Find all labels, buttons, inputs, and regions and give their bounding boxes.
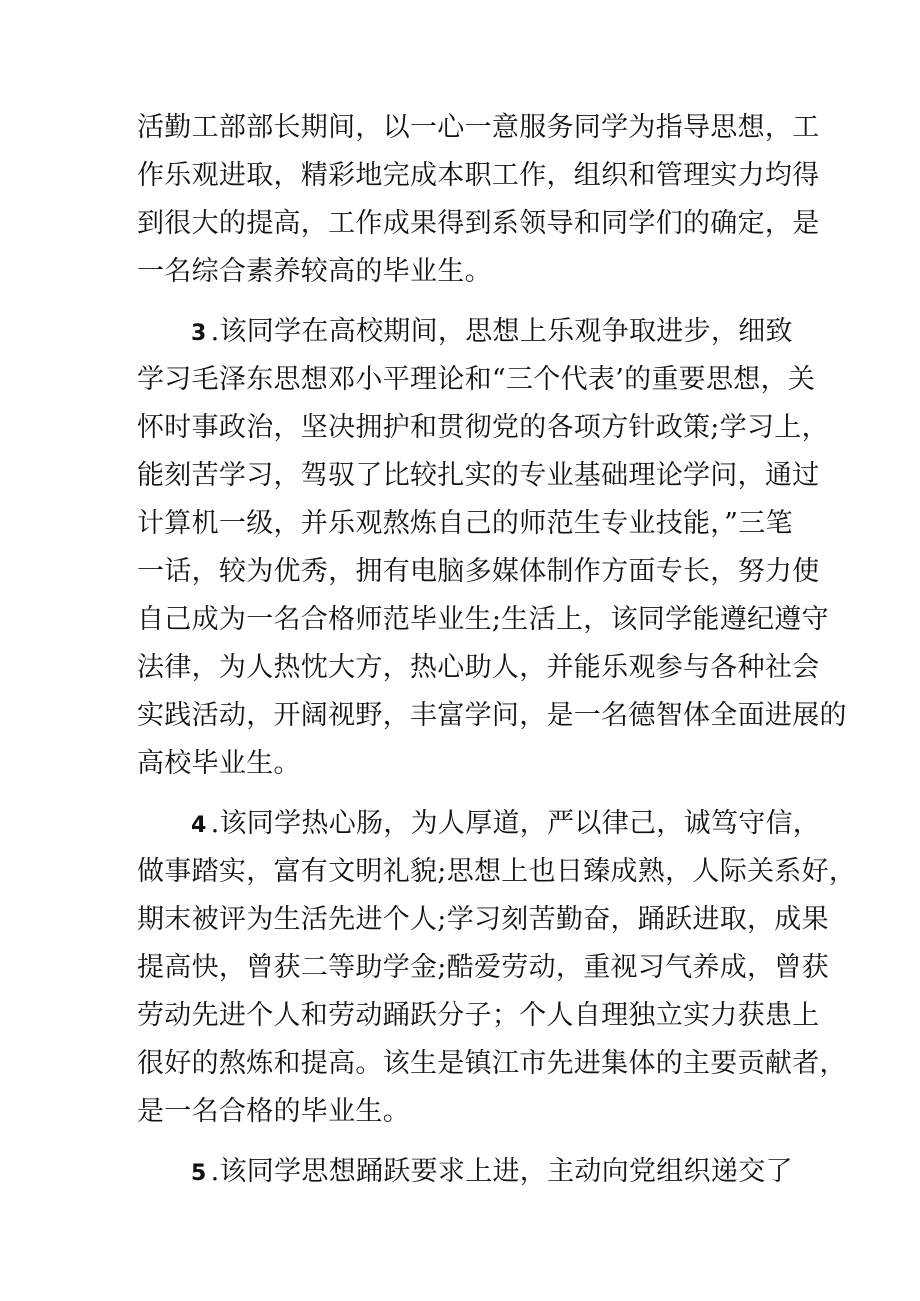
text-line: 很好的熬炼和提高。该生是镇江市先进集体的主要贡献者， — [137, 1048, 847, 1079]
text-line: 一名综合素养较高的毕业生。 — [137, 256, 492, 287]
text-line: 一话，较为优秀，拥有电脑多媒体制作方面专长，努力使 — [137, 556, 820, 587]
paragraph-2-tail — [137, 104, 820, 296]
text-line: 做事踏实，富有文明礼貌;思想上也日臻成熟，人际关系好， — [137, 856, 857, 887]
paragraph-5 — [137, 1148, 797, 1196]
text-line: 是一名合格的毕业生。 — [137, 1096, 410, 1127]
text-line: 劳动先进个人和劳动踊跃分子；个人自理独立实力获患上 — [137, 1000, 820, 1031]
paragraph-number: 5 — [191, 1161, 207, 1186]
text-line: 法律，为人热忱大方，热心助人，并能乐观参与各种社会 — [137, 652, 820, 683]
paragraph-first-line — [137, 308, 797, 356]
text-line: 怀时事政治，坚决拥护和贯彻党的各项方针政策;学习上， — [137, 412, 829, 443]
paragraph-number: 3 — [191, 321, 207, 346]
paragraph-4 — [137, 800, 857, 1136]
text-line: 自己成为一名合格师范毕业生;生活上，该同学能遵纪遵守 — [137, 604, 829, 635]
text-line: .该同学在高校期间，思想上乐观争取进步，细致 — [210, 316, 793, 347]
document-body — [137, 104, 857, 1196]
text-line: 实践活动，开阔视野，丰富学问，是一名德智体全面进展的 — [137, 700, 847, 731]
paragraph-first-line — [137, 1148, 797, 1196]
text-line: 期末被评为生活先进个人;学习刻苦勤奋，踊跃进取，成果 — [137, 904, 829, 935]
text-line: 高校毕业生。 — [137, 748, 301, 779]
text-line: 活勤工部部长期间，以一心一意服务同学为指导思想，工 — [137, 112, 820, 143]
text-line: 学习毛泽东思想邓小平理论和“三个代表’的重要思想，关 — [137, 364, 816, 395]
paragraph-first-line — [137, 800, 821, 848]
paragraph-3 — [137, 308, 847, 788]
text-line: 到很大的提高，工作成果得到系领导和同学们的确定，是 — [137, 208, 820, 239]
text-line: .该同学热心肠，为人厚道，严以律己，诚笃守信， — [210, 808, 821, 839]
text-line: 提高快，曾获二等助学金;酷爱劳动，重视习气养成，曾获 — [137, 952, 829, 983]
text-line: .该同学思想踊跃要求上进，主动向党组织递交了 — [210, 1156, 793, 1187]
paragraph-number: 4 — [191, 813, 207, 838]
text-line: 作乐观进取，精彩地完成本职工作，组织和管理实力均得 — [137, 160, 820, 191]
text-line: 计算机一级，并乐观熬炼自己的师范生专业技能，”三笔 — [137, 508, 793, 539]
text-line: 能刻苦学习，驾驭了比较扎实的专业基础理论学问，通过 — [137, 460, 820, 491]
